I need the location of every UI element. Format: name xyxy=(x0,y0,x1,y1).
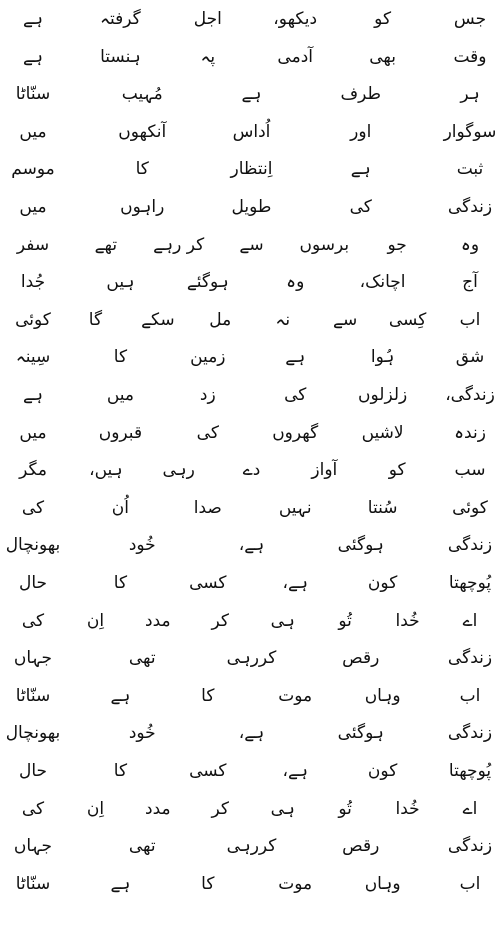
poem-word: کی xyxy=(196,422,219,443)
poem-word: کی xyxy=(284,385,307,405)
poem-word: مُہیب xyxy=(121,84,163,105)
poem-word: صدا xyxy=(193,497,222,518)
poem-word: گا xyxy=(88,309,103,330)
poem-word: ثبت xyxy=(456,159,484,180)
poem-word: ہوگئی xyxy=(337,723,384,744)
poem-word: ہیں xyxy=(106,272,135,293)
poem-word: سنّاٹا xyxy=(15,84,51,105)
poem-word: ہے، xyxy=(282,573,308,593)
poem-word: سِینہ xyxy=(15,347,51,368)
poem-word: کی xyxy=(21,798,45,819)
poem-word: مدد xyxy=(145,798,171,819)
poem-word: اجل xyxy=(193,9,222,29)
poem-word: ہے، xyxy=(238,535,265,556)
poem-word: آدمی xyxy=(277,46,313,67)
poem-word: زد xyxy=(199,385,216,405)
poem-word: کررہی xyxy=(226,836,277,857)
poem-line xyxy=(0,342,500,372)
poem-word: خُود xyxy=(128,535,156,556)
poem-word: کا xyxy=(113,761,128,781)
poem-word: آنکھوں xyxy=(118,121,167,142)
poem-word: کررہی xyxy=(226,648,277,669)
poem-word: برسوں xyxy=(299,234,350,255)
poem-word: اُن xyxy=(111,497,130,518)
poem-line xyxy=(0,305,500,335)
poem-word: سب xyxy=(454,460,486,481)
poem-word: ہنستا xyxy=(100,46,141,67)
poem-word: اُداس xyxy=(232,121,271,142)
poem-word: خُدا xyxy=(395,798,420,819)
poem-word: رقص xyxy=(342,648,380,669)
poem-word: نہ xyxy=(275,309,291,330)
poem-line xyxy=(0,455,500,485)
poem-word: رہی xyxy=(162,460,195,481)
poem-word: سنّاٹا xyxy=(15,685,51,706)
poem-word: ہر xyxy=(460,84,480,105)
poem-word: تُو xyxy=(338,798,352,819)
poem-word: جو xyxy=(387,234,407,255)
poem-line xyxy=(0,756,500,786)
poem-word: کر xyxy=(211,610,230,631)
poem-word: جہاں xyxy=(13,836,53,857)
poem-word: موت xyxy=(278,685,313,706)
poem-word: وہاں xyxy=(364,685,401,706)
poem-word: کوئی xyxy=(15,309,51,330)
poem-line xyxy=(0,530,500,560)
poem-line xyxy=(0,4,500,34)
poem-word: پہ xyxy=(200,46,216,67)
poem-word: موسم xyxy=(11,159,55,180)
poem-word: ہے xyxy=(110,873,131,894)
poem-word: بھی xyxy=(369,46,396,67)
poem-word: سے xyxy=(239,234,264,255)
poem-word: سوگوار xyxy=(443,121,497,142)
poem-word: ہوگئی xyxy=(337,535,384,556)
poem-word: ہے، xyxy=(238,723,265,744)
poem-word: طویل xyxy=(231,197,272,217)
poem-word: اِنتظار xyxy=(230,159,273,180)
poem-word: کی xyxy=(21,610,45,631)
poem-line xyxy=(0,117,500,147)
poem-word: اِن xyxy=(86,610,105,631)
poem-word: رقص xyxy=(342,836,380,857)
poem-line xyxy=(0,380,500,410)
poem-word: کو xyxy=(374,9,392,29)
poem-word: میں xyxy=(19,422,47,443)
poem-word: گرفتہ xyxy=(100,9,141,29)
poem-word: اور xyxy=(350,121,372,142)
poem-word: تھے xyxy=(94,234,118,255)
poem-word: وہاں xyxy=(364,873,401,894)
poem-word: اب xyxy=(459,685,481,706)
poem-word: زندہ xyxy=(454,422,486,443)
poem-line xyxy=(0,869,500,899)
poem-word: ہُوا xyxy=(370,347,395,368)
poem-line xyxy=(0,154,500,184)
poem-word: ہی xyxy=(270,798,295,819)
poem-word: ہے xyxy=(285,347,306,368)
poem-line xyxy=(0,418,500,448)
poem-word: مگر xyxy=(19,460,47,481)
poem-word: سنّاٹا xyxy=(15,873,51,894)
poem-word: زندگی xyxy=(447,836,493,857)
poem-word: کوئی xyxy=(452,497,488,518)
poem-word: ہی xyxy=(270,610,295,631)
poem-word: کا xyxy=(201,685,215,706)
poem-word: زمین xyxy=(190,347,226,368)
poem-word: ہے، xyxy=(282,761,308,781)
poem-word: کسی xyxy=(189,761,227,781)
poem-word: اب xyxy=(459,309,481,330)
poem-word: کا xyxy=(113,573,128,593)
poem-word: کی xyxy=(349,197,372,217)
poem-word: وہ xyxy=(460,234,480,255)
poem-word: شق xyxy=(455,347,485,368)
poem-line xyxy=(0,831,500,861)
poem-word: ہے xyxy=(110,685,131,706)
poem-word: تھی xyxy=(128,648,156,669)
poem-word: زندگی xyxy=(447,197,493,217)
poem-word: بھونچال xyxy=(5,535,61,556)
poem-word: موت xyxy=(278,873,313,894)
poem-word: ہوگئے xyxy=(186,272,229,293)
poem-line xyxy=(0,79,500,109)
poem-word: میں xyxy=(19,197,47,217)
poem-line xyxy=(0,568,500,598)
poem-word: لاشیں xyxy=(361,422,404,443)
poem-word: جس xyxy=(453,9,487,29)
poem-word: ہے xyxy=(23,46,43,67)
poem-word: کا xyxy=(113,347,128,368)
poem-word: قبروں xyxy=(98,422,143,443)
poem-word: زندگی xyxy=(447,648,493,669)
poem-line xyxy=(0,681,500,711)
poem-word: پُوچھتا xyxy=(448,761,492,781)
poem-word: جُدا xyxy=(20,272,46,293)
poem-word: میں xyxy=(106,385,134,405)
poem-line xyxy=(0,643,500,673)
poem-word: آواز xyxy=(311,460,338,481)
poem-line xyxy=(0,42,500,72)
poem-word: پُوچھتا xyxy=(448,573,492,593)
poem-word: گھروں xyxy=(272,422,319,443)
poem-word: ہے xyxy=(241,84,262,105)
poem-word: سے xyxy=(333,309,358,330)
poem-word: کون xyxy=(367,761,398,781)
poem-line xyxy=(0,192,500,222)
poem-word: اے xyxy=(462,610,478,631)
poem-word: تُو xyxy=(338,610,352,631)
poem-word: کا xyxy=(135,159,149,180)
poem-word: طرف xyxy=(340,84,382,105)
poem-word: حال xyxy=(18,573,48,593)
poem-word: سفر xyxy=(16,234,50,255)
poem-word: میں xyxy=(19,121,47,142)
poem-word: زندگی، xyxy=(445,385,495,405)
poem-word: زلزلوں xyxy=(358,385,408,405)
poem-word: ہے xyxy=(350,159,371,180)
poem-word: سکے xyxy=(141,309,175,330)
poem-word: جہاں xyxy=(13,648,53,669)
poem-word: وقت xyxy=(453,46,487,67)
poem-word: اچانک، xyxy=(359,272,406,293)
poem-line xyxy=(0,267,500,297)
poem-word: مدد xyxy=(145,610,171,631)
poem-word: تھی xyxy=(128,836,156,857)
poem-word: حال xyxy=(18,761,48,781)
poem-word: کی xyxy=(21,497,45,518)
poem-word: دیکھو، xyxy=(273,9,318,29)
poem-word: وہ xyxy=(286,272,305,293)
poem-word: بھونچال xyxy=(5,723,61,744)
poem-word: ہے xyxy=(23,9,43,29)
poem-word: زندگی xyxy=(447,535,493,556)
poem-word: زندگی xyxy=(447,723,493,744)
poem-word: کون xyxy=(367,573,398,593)
poem-line xyxy=(0,493,500,523)
poem-word: کر رہے xyxy=(153,234,205,255)
poem-word: ہے xyxy=(23,385,43,405)
poem-word: خُدا xyxy=(395,610,420,631)
poem-word: راہوں xyxy=(120,197,165,217)
poem-line xyxy=(0,606,500,636)
poem-word: کو xyxy=(388,460,406,481)
poem-word: اب xyxy=(459,873,481,894)
poem-line xyxy=(0,230,500,260)
poem-word: سُنتا xyxy=(367,497,398,518)
poem-word: ہیں، xyxy=(89,460,123,481)
poem-word: خُود xyxy=(128,723,156,744)
poem-word: آج xyxy=(462,272,478,293)
poem-word: دے xyxy=(242,460,261,481)
poem-line xyxy=(0,794,500,824)
poem-word: نہیں xyxy=(278,497,312,518)
poem-word: کا xyxy=(201,873,215,894)
poem-word: کسی xyxy=(189,573,227,593)
poem-line xyxy=(0,718,500,748)
poem-word: کِسی xyxy=(388,309,427,330)
poem-word: کر xyxy=(211,798,230,819)
poem-word: اے xyxy=(462,798,478,819)
poem-word: مل xyxy=(209,309,232,330)
poem-word: اِن xyxy=(86,798,105,819)
